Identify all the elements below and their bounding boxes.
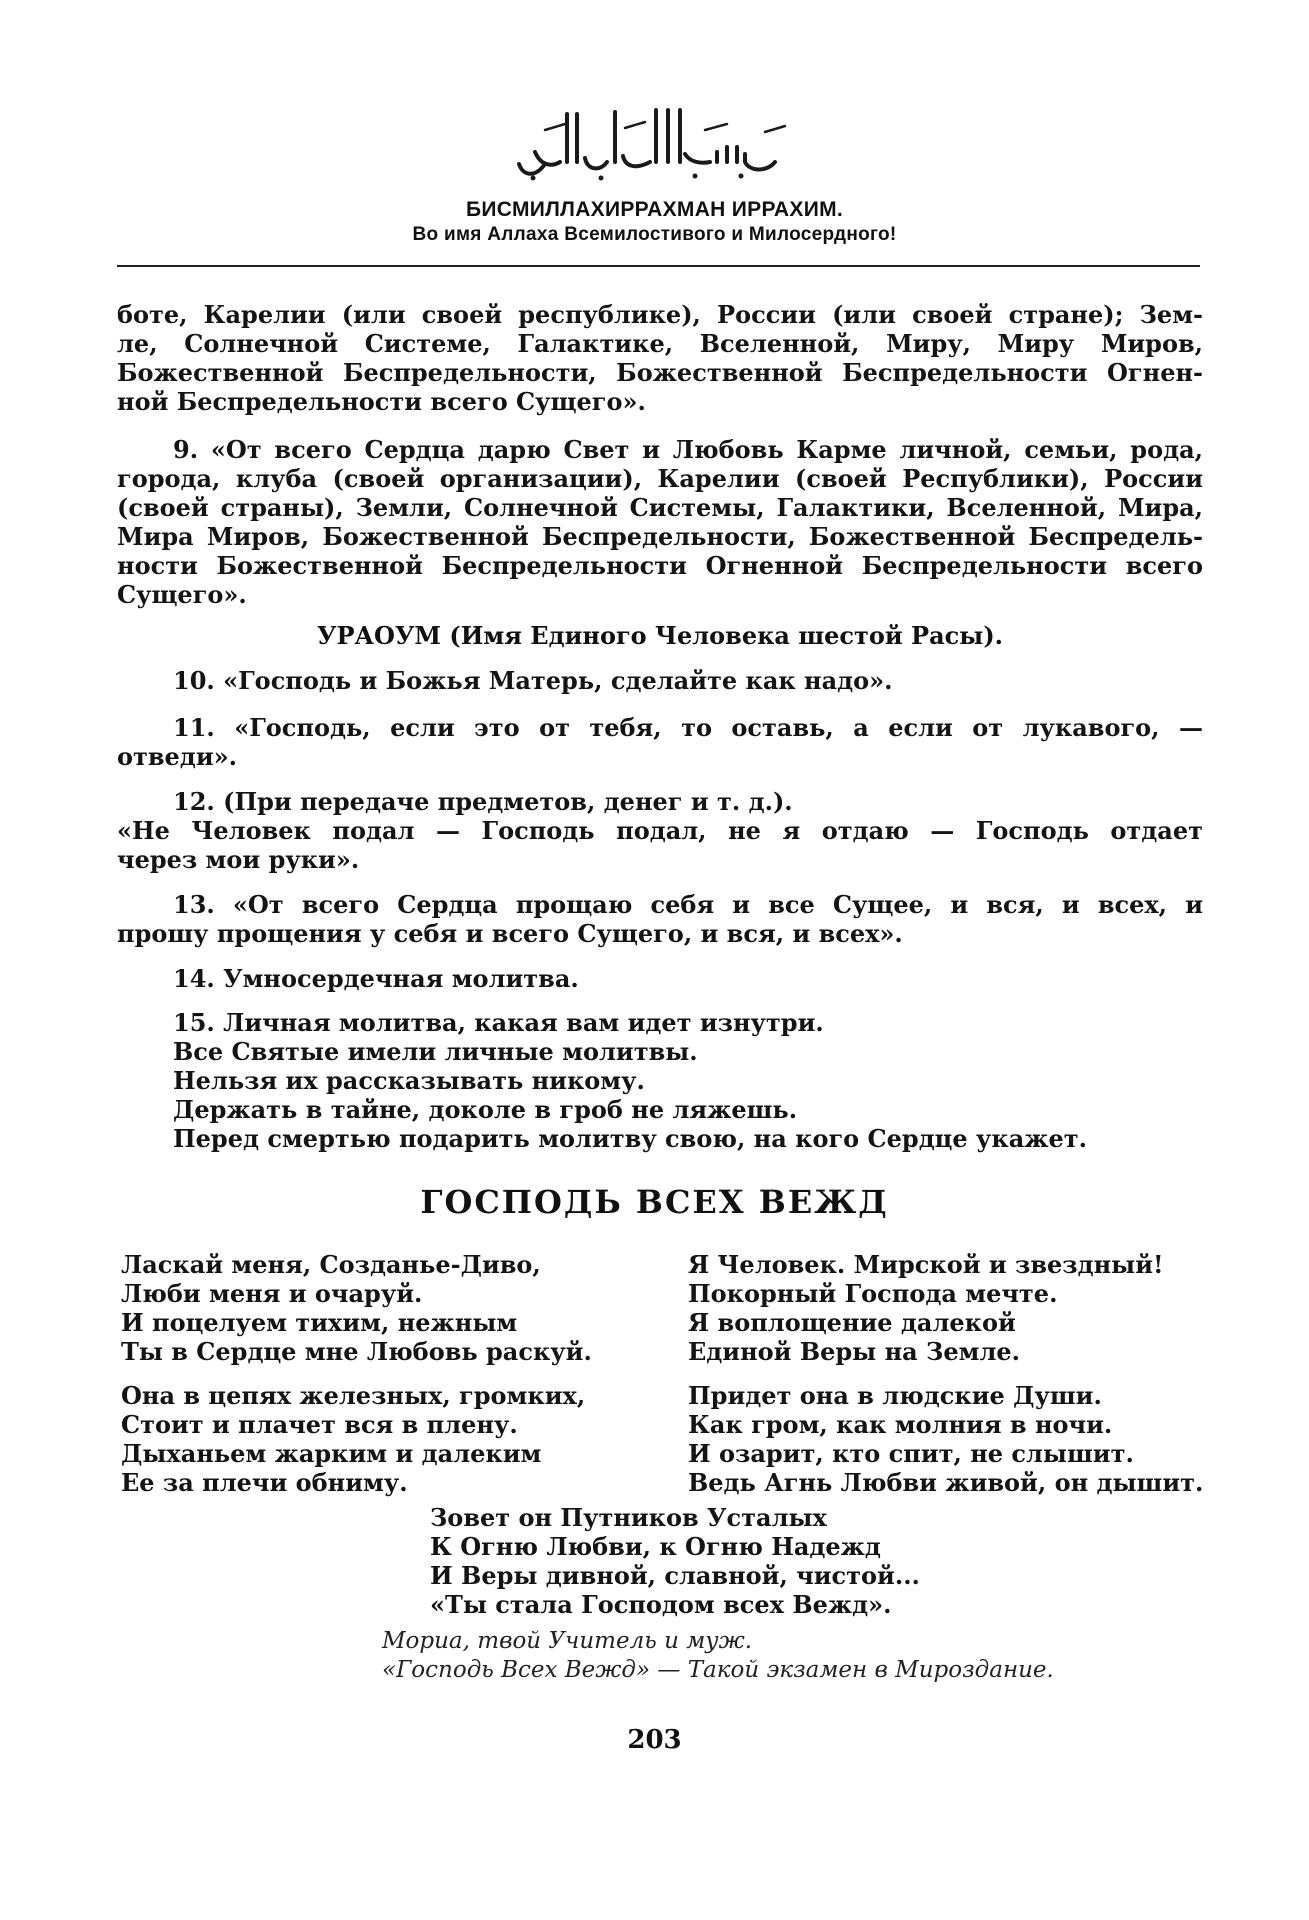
- text-line: города, клуба (своей организации), Карелии (своей Республики), России: [117, 464, 1203, 493]
- text-line: 15. Личная молитва, какая вам идет изнутри.: [173, 1008, 824, 1037]
- text-line: 14. Умносердечная молитва.: [173, 964, 579, 993]
- signature-line: Мориа, твой Учитель и муж.: [382, 1628, 753, 1654]
- arabic-calligraphy-icon: [505, 92, 805, 184]
- text-line: 13. «От всего Сердца прощаю себя и все Сущее, и вся, и всех, и: [173, 890, 1203, 919]
- poem-line: Дыханьем жарким и далеким: [121, 1439, 542, 1468]
- text-line: Перед смертью подарить молитву свою, на кого Сердце укажет.: [173, 1124, 1088, 1153]
- paragraph-9: [117, 435, 1203, 609]
- poem-line: И озарит, кто спит, не слышит.: [688, 1439, 1134, 1468]
- text-line: Божественной Беспредельности, Божественной Беспредельности Огнен-: [117, 358, 1203, 387]
- poem-line: Я Человек. Мирской и звездный!: [688, 1250, 1164, 1279]
- poem-line: Стоит и плачет вся в плену.: [121, 1410, 518, 1439]
- poem-left-stanza-2: [121, 1381, 585, 1497]
- poem-signature: [382, 1627, 1182, 1685]
- text-line: Сущего».: [117, 580, 247, 609]
- poem-line: Она в цепях железных, громких,: [121, 1381, 586, 1410]
- header-divider: [117, 265, 1200, 267]
- text-line: 11. «Господь, если это от тебя, то оставь, а если от лукавого, —: [173, 713, 1203, 742]
- poem-title: ГОСПОДЬ ВСЕХ ВЕЖД: [420, 1183, 889, 1221]
- paragraph-15: [117, 1008, 1203, 1153]
- signature-line: «Господь Всех Вежд» — Такой экзамен в Мироздание.: [382, 1657, 1054, 1683]
- poem-center-stanza: [430, 1503, 920, 1619]
- text-line: прошу прощения у себя и всего Сущего, и вся, и всех».: [117, 919, 903, 948]
- poem-left-stanza-1: [121, 1250, 592, 1366]
- paragraph-13: [117, 890, 1203, 948]
- poem-line: Зовет он Путников Усталых: [430, 1503, 827, 1532]
- paragraph-11: [117, 713, 1203, 771]
- text-line: боте, Карелии (или своей республике), России (или своей стране); Зем-: [117, 300, 1203, 329]
- poem-line: Как гром, как молния в ночи.: [688, 1410, 1113, 1439]
- poem-line: И Веры дивной, славной, чистой...: [430, 1561, 920, 1590]
- text-line: через мои руки».: [117, 845, 360, 874]
- paragraph-continuation: [117, 300, 1203, 416]
- paragraph-14: [117, 964, 1203, 993]
- poem-line: И поцелуем тихим, нежным: [121, 1308, 518, 1337]
- text-line: ной Беспредельности всего Сущего».: [117, 387, 646, 416]
- bismillah-calligraphy: [0, 92, 1309, 188]
- text-line: ле, Солнечной Системе, Галактике, Вселенной, Миру, Миру Миров,: [117, 329, 1203, 358]
- page-number: 203: [627, 1725, 682, 1755]
- text-line: отведи».: [117, 742, 237, 771]
- poem-line: Я воплощение далекой: [688, 1308, 1016, 1337]
- text-line: Все Святые имели личные молитвы.: [173, 1037, 698, 1066]
- paragraph-10: [117, 666, 1203, 695]
- poem-line: Придет она в людские Души.: [688, 1381, 1102, 1410]
- text-line: Мира Миров, Божественной Беспредельности, Божественной Беспредель-: [117, 522, 1203, 551]
- poem-line: Единой Веры на Земле.: [688, 1337, 1021, 1366]
- text-line: (своей страны), Земли, Солнечной Системы, Галактики, Вселенной, Мира,: [117, 493, 1203, 522]
- poem-line: Ведь Агнь Любви живой, он дышит.: [688, 1468, 1204, 1497]
- bismillah-translation: Во имя Аллаха Всемилостивого и Милосердного!: [412, 224, 897, 245]
- text-line: 10. «Господь и Божья Матерь, сделайте как надо».: [173, 666, 893, 695]
- text-line: 12. (При передаче предметов, денег и т. д.).: [173, 787, 793, 816]
- uraum-line: УРАОУМ (Имя Единого Человека шестой Расы).: [316, 621, 1004, 650]
- poem-line: «Ты стала Господом всех Вежд».: [430, 1590, 892, 1619]
- poem-line: К Огню Любви, к Огню Надежд: [430, 1532, 881, 1561]
- poem-line: Ты в Сердце мне Любовь раскуй.: [121, 1337, 592, 1366]
- poem-right-stanza-1: [688, 1250, 1164, 1366]
- text-line: 9. «От всего Сердца дарю Свет и Любовь Карме личной, семьи, рода,: [173, 435, 1203, 464]
- text-line: Нельзя их рассказывать никому.: [173, 1066, 645, 1095]
- poem-line: Люби меня и очаруй.: [121, 1279, 423, 1308]
- paragraph-12: [117, 787, 1203, 874]
- text-line: Держать в тайне, доколе в гроб не ляжешь.: [173, 1095, 798, 1124]
- text-line: ности Божественной Беспредельности Огненной Беспредельности всего: [117, 551, 1203, 580]
- poem-line: Ее за плечи обниму.: [121, 1468, 408, 1497]
- poem-line: Ласкай меня, Созданье-Диво,: [121, 1250, 541, 1279]
- poem-right-stanza-2: [688, 1381, 1203, 1497]
- bismillah-transliteration: БИСМИЛЛАХИРРАХМАН ИРРАХИМ.: [465, 198, 844, 221]
- text-line: «Не Человек подал — Господь подал, не я отдаю — Господь отдает: [117, 816, 1203, 845]
- poem-line: Покорный Господа мечте.: [688, 1279, 1058, 1308]
